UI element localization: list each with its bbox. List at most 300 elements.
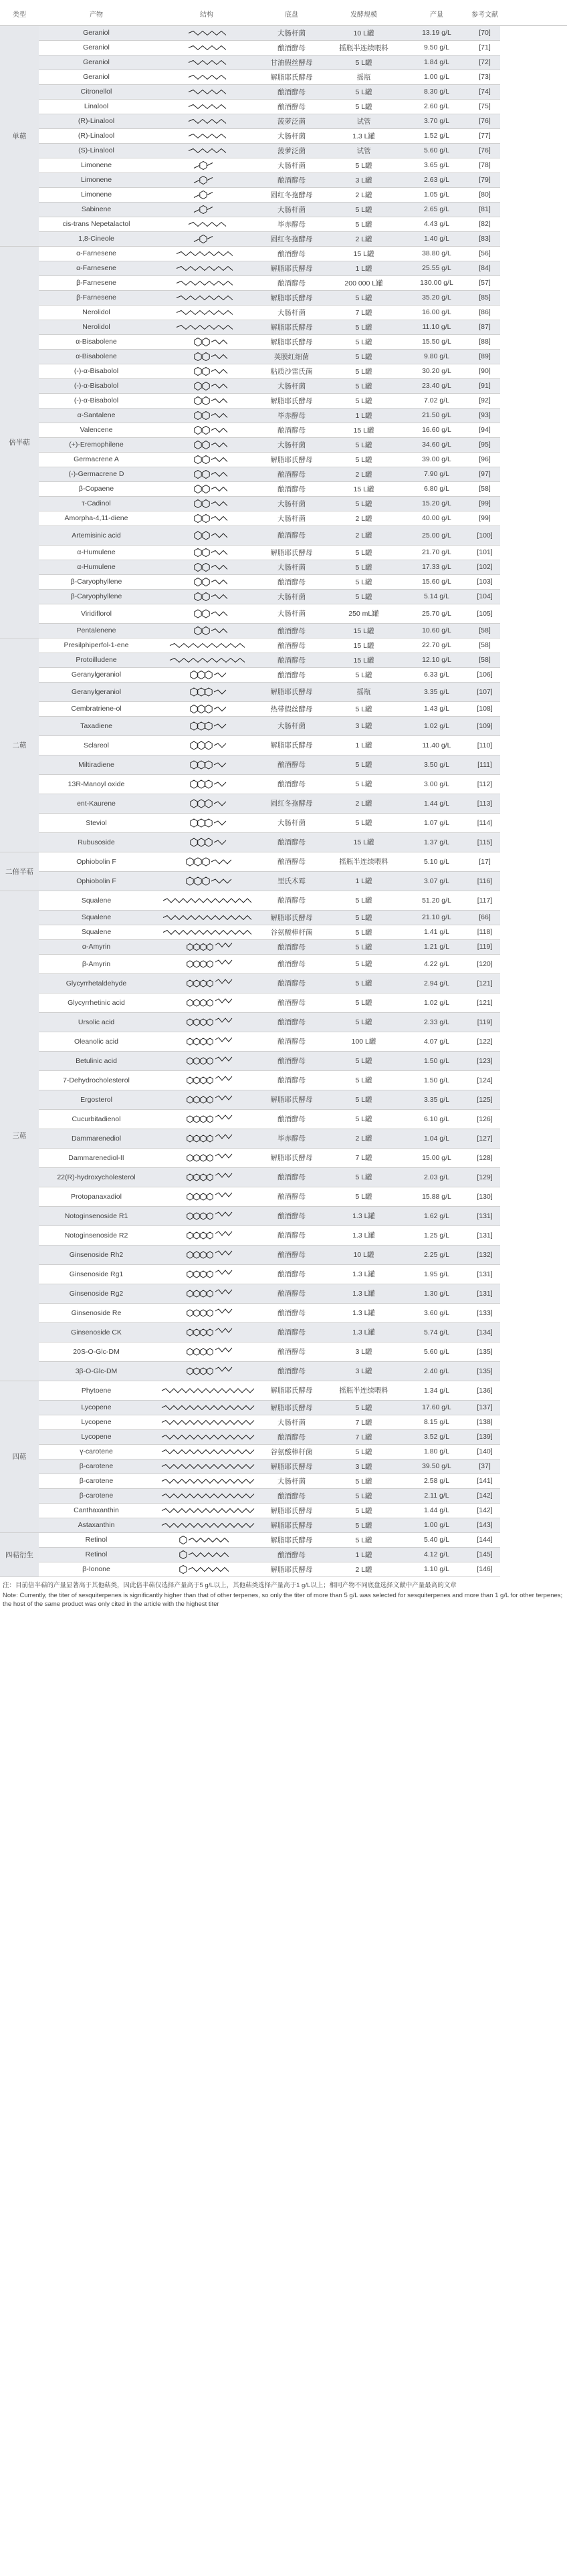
chemical-structure-icon bbox=[156, 467, 257, 481]
product-name: Lycopene bbox=[39, 1429, 154, 1444]
chemical-structure-icon bbox=[156, 291, 257, 305]
reference-number: [134] bbox=[469, 1322, 500, 1342]
table-row bbox=[0, 1429, 567, 1444]
host-name: 酿酒酵母 bbox=[259, 939, 324, 954]
reference-number: [100] bbox=[469, 525, 500, 545]
fermentation-scale: 3 L罐 bbox=[324, 1459, 404, 1474]
reference-number: [83] bbox=[469, 231, 500, 246]
structure-image bbox=[154, 910, 259, 925]
row-spacer bbox=[500, 217, 567, 231]
fermentation-scale: 5 L罐 bbox=[324, 202, 404, 217]
product-name: Geraniol bbox=[39, 55, 154, 70]
chemical-structure-icon bbox=[156, 1562, 257, 1576]
titer-value: 1.62 g/L bbox=[404, 1206, 469, 1225]
table-row bbox=[0, 1090, 567, 1109]
chemical-structure-icon bbox=[156, 100, 257, 114]
host-name: 酿酒酵母 bbox=[259, 481, 324, 496]
row-spacer bbox=[500, 623, 567, 638]
chemical-structure-icon bbox=[156, 814, 257, 832]
product-name: Limonene bbox=[39, 187, 154, 202]
fermentation-scale: 200 000 L罐 bbox=[324, 275, 404, 290]
fermentation-scale: 2 L罐 bbox=[324, 1562, 404, 1576]
titer-value: 1.10 g/L bbox=[404, 1562, 469, 1576]
table-note bbox=[0, 1577, 567, 1609]
product-name: Valencene bbox=[39, 423, 154, 437]
structure-image bbox=[154, 774, 259, 794]
product-name: Ginsenoside Re bbox=[39, 1303, 154, 1322]
chemical-structure-icon bbox=[156, 247, 257, 261]
host-name: 酿酒酵母 bbox=[259, 574, 324, 589]
product-name: 3β-O-Glc-DM bbox=[39, 1361, 154, 1381]
host-name: 酿酒酵母 bbox=[259, 40, 324, 55]
host-name: 大肠杆菌 bbox=[259, 378, 324, 393]
titer-value: 34.60 g/L bbox=[404, 437, 469, 452]
structure-image bbox=[154, 1187, 259, 1206]
chemical-structure-icon bbox=[156, 833, 257, 852]
table-row bbox=[0, 1532, 567, 1547]
structure-image bbox=[154, 261, 259, 275]
structure-image bbox=[154, 574, 259, 589]
titer-value: 51.20 g/L bbox=[404, 891, 469, 910]
row-spacer bbox=[500, 114, 567, 128]
structure-image bbox=[154, 954, 259, 973]
chemical-structure-icon bbox=[156, 173, 257, 187]
reference-number: [82] bbox=[469, 217, 500, 231]
reference-number: [78] bbox=[469, 158, 500, 172]
fermentation-scale: 5 L罐 bbox=[324, 1070, 404, 1090]
structure-image bbox=[154, 158, 259, 172]
host-name: 酿酒酵母 bbox=[259, 1322, 324, 1342]
product-name: Cembratriene-ol bbox=[39, 701, 154, 716]
table-row bbox=[0, 55, 567, 70]
reference-number: [133] bbox=[469, 1303, 500, 1322]
host-name: 酿酒酵母 bbox=[259, 638, 324, 653]
fermentation-scale: 5 L罐 bbox=[324, 1532, 404, 1547]
table-row bbox=[0, 1051, 567, 1070]
row-spacer bbox=[500, 1474, 567, 1488]
reference-number: [86] bbox=[469, 305, 500, 320]
table-row bbox=[0, 667, 567, 682]
fermentation-scale: 5 L罐 bbox=[324, 290, 404, 305]
product-name: Presilphiperfol-1-ene bbox=[39, 638, 154, 653]
fermentation-scale: 1.3 L罐 bbox=[324, 1322, 404, 1342]
reference-number: [81] bbox=[469, 202, 500, 217]
reference-number: [142] bbox=[469, 1488, 500, 1503]
fermentation-scale: 2 L罐 bbox=[324, 525, 404, 545]
fermentation-scale: 15 L罐 bbox=[324, 423, 404, 437]
structure-image bbox=[154, 275, 259, 290]
table-row bbox=[0, 1070, 567, 1090]
row-spacer bbox=[500, 1429, 567, 1444]
reference-number: [76] bbox=[469, 114, 500, 128]
structure-image bbox=[154, 623, 259, 638]
row-spacer bbox=[500, 437, 567, 452]
chemical-structure-icon bbox=[156, 423, 257, 437]
fermentation-scale: 1.3 L罐 bbox=[324, 1284, 404, 1303]
fermentation-scale: 7 L罐 bbox=[324, 305, 404, 320]
row-spacer bbox=[500, 408, 567, 423]
fermentation-scale: 5 L罐 bbox=[324, 1518, 404, 1532]
table-row bbox=[0, 290, 567, 305]
structure-image bbox=[154, 40, 259, 55]
row-spacer bbox=[500, 25, 567, 40]
host-name: 酿酒酵母 bbox=[259, 1245, 324, 1264]
structure-image bbox=[154, 1148, 259, 1167]
titer-value: 7.90 g/L bbox=[404, 467, 469, 481]
product-name: Steviol bbox=[39, 813, 154, 832]
titer-value: 3.00 g/L bbox=[404, 774, 469, 794]
titer-value: 4.07 g/L bbox=[404, 1032, 469, 1051]
host-name: 解脂耶氏酵母 bbox=[259, 1532, 324, 1547]
titer-value: 3.70 g/L bbox=[404, 114, 469, 128]
row-spacer bbox=[500, 1032, 567, 1051]
row-spacer bbox=[500, 1444, 567, 1459]
host-name: 大肠杆菌 bbox=[259, 305, 324, 320]
host-name: 大肠杆菌 bbox=[259, 25, 324, 40]
product-name: β-carotene bbox=[39, 1488, 154, 1503]
reference-number: [90] bbox=[469, 364, 500, 378]
header-product: 产物 bbox=[39, 5, 154, 25]
fermentation-scale: 5 L罐 bbox=[324, 1488, 404, 1503]
fermentation-scale: 5 L罐 bbox=[324, 158, 404, 172]
fermentation-scale: 5 L罐 bbox=[324, 1167, 404, 1187]
titer-value: 7.02 g/L bbox=[404, 393, 469, 408]
row-spacer bbox=[500, 871, 567, 891]
reference-number: [79] bbox=[469, 172, 500, 187]
reference-number: [116] bbox=[469, 871, 500, 891]
chemical-structure-icon bbox=[156, 276, 257, 290]
row-spacer bbox=[500, 172, 567, 187]
titer-value: 2.60 g/L bbox=[404, 99, 469, 114]
titer-value: 3.50 g/L bbox=[404, 755, 469, 774]
reference-number: [136] bbox=[469, 1381, 500, 1400]
table-row bbox=[0, 275, 567, 290]
table-row bbox=[0, 1148, 567, 1167]
reference-number: [17] bbox=[469, 852, 500, 871]
fermentation-scale: 5 L罐 bbox=[324, 349, 404, 364]
product-name: Ophiobolin F bbox=[39, 871, 154, 891]
row-spacer bbox=[500, 423, 567, 437]
fermentation-scale: 5 L罐 bbox=[324, 217, 404, 231]
table-row bbox=[0, 735, 567, 755]
chemical-structure-icon bbox=[156, 1323, 257, 1342]
fermentation-scale: 5 L罐 bbox=[324, 701, 404, 716]
row-spacer bbox=[500, 1012, 567, 1032]
product-name: Rubusoside bbox=[39, 832, 154, 852]
host-name: 圆红冬孢酵母 bbox=[259, 794, 324, 813]
chemical-structure-icon bbox=[156, 1032, 257, 1051]
structure-image bbox=[154, 423, 259, 437]
structure-image bbox=[154, 114, 259, 128]
titer-value: 1.80 g/L bbox=[404, 1444, 469, 1459]
table-row bbox=[0, 1245, 567, 1264]
row-spacer bbox=[500, 755, 567, 774]
reference-number: [124] bbox=[469, 1070, 500, 1090]
table-row bbox=[0, 623, 567, 638]
structure-image bbox=[154, 1400, 259, 1415]
row-spacer bbox=[500, 305, 567, 320]
host-name: 酿酒酵母 bbox=[259, 1429, 324, 1444]
chemical-structure-icon bbox=[156, 1187, 257, 1206]
structure-image bbox=[154, 187, 259, 202]
product-name: β-Farnesene bbox=[39, 275, 154, 290]
row-spacer bbox=[500, 1148, 567, 1167]
reference-number: [96] bbox=[469, 452, 500, 467]
header-scale: 发酵规模 bbox=[324, 5, 404, 25]
host-name: 酿酒酵母 bbox=[259, 1206, 324, 1225]
chemical-structure-icon bbox=[156, 158, 257, 172]
host-name: 解脂耶氏酵母 bbox=[259, 1381, 324, 1400]
reference-number: [144] bbox=[469, 1532, 500, 1547]
fermentation-scale: 2 L罐 bbox=[324, 1129, 404, 1148]
table-row bbox=[0, 954, 567, 973]
chemical-structure-icon bbox=[156, 526, 257, 545]
fermentation-scale: 摇瓶半连续喂料 bbox=[324, 40, 404, 55]
chemical-structure-icon bbox=[156, 1207, 257, 1225]
row-spacer bbox=[500, 364, 567, 378]
structure-image bbox=[154, 701, 259, 716]
fermentation-scale: 2 L罐 bbox=[324, 467, 404, 481]
structure-image bbox=[154, 25, 259, 40]
titer-value: 25.55 g/L bbox=[404, 261, 469, 275]
fermentation-scale: 3 L罐 bbox=[324, 716, 404, 735]
chemical-structure-icon bbox=[156, 41, 257, 55]
reference-number: [70] bbox=[469, 25, 500, 40]
host-name: 解脂耶氏酵母 bbox=[259, 290, 324, 305]
host-name: 酿酒酵母 bbox=[259, 755, 324, 774]
host-name: 酿酒酵母 bbox=[259, 667, 324, 682]
product-name: Linalool bbox=[39, 99, 154, 114]
structure-image bbox=[154, 1051, 259, 1070]
row-spacer bbox=[500, 925, 567, 939]
product-name: Lycopene bbox=[39, 1415, 154, 1429]
product-name: Nerolidol bbox=[39, 305, 154, 320]
structure-image bbox=[154, 832, 259, 852]
table-row bbox=[0, 574, 567, 589]
reference-number: [37] bbox=[469, 1459, 500, 1474]
row-spacer bbox=[500, 99, 567, 114]
reference-number: [137] bbox=[469, 1400, 500, 1415]
host-name: 粘质沙雷氏菌 bbox=[259, 364, 324, 378]
chemical-structure-icon bbox=[156, 624, 257, 638]
titer-value: 39.00 g/L bbox=[404, 452, 469, 467]
row-spacer bbox=[500, 939, 567, 954]
titer-value: 2.58 g/L bbox=[404, 1474, 469, 1488]
titer-value: 1.43 g/L bbox=[404, 701, 469, 716]
titer-value: 5.10 g/L bbox=[404, 852, 469, 871]
titer-value: 1.25 g/L bbox=[404, 1225, 469, 1245]
host-name: 大肠杆菌 bbox=[259, 560, 324, 574]
reference-number: [114] bbox=[469, 813, 500, 832]
structure-image bbox=[154, 290, 259, 305]
titer-value: 130.00 g/L bbox=[404, 275, 469, 290]
fermentation-scale: 5 L罐 bbox=[324, 755, 404, 774]
reference-number: [127] bbox=[469, 1129, 500, 1148]
chemical-structure-icon bbox=[156, 1518, 257, 1532]
row-spacer bbox=[500, 496, 567, 511]
row-spacer bbox=[500, 716, 567, 735]
titer-value: 1.05 g/L bbox=[404, 187, 469, 202]
table-row bbox=[0, 1264, 567, 1284]
row-spacer bbox=[500, 231, 567, 246]
structure-image bbox=[154, 1109, 259, 1129]
product-name: Ginsenoside Rg2 bbox=[39, 1284, 154, 1303]
reference-number: [92] bbox=[469, 393, 500, 408]
structure-image bbox=[154, 1518, 259, 1532]
chemical-structure-icon bbox=[156, 85, 257, 99]
structure-image bbox=[154, 925, 259, 939]
titer-value: 1.50 g/L bbox=[404, 1051, 469, 1070]
titer-value: 6.10 g/L bbox=[404, 1109, 469, 1129]
table-row bbox=[0, 496, 567, 511]
row-spacer bbox=[500, 1167, 567, 1187]
table-row bbox=[0, 560, 567, 574]
fermentation-scale: 摇瓶半连续喂料 bbox=[324, 1381, 404, 1400]
chemical-structure-icon bbox=[156, 482, 257, 496]
host-name: 大肠杆菌 bbox=[259, 1415, 324, 1429]
product-name: Canthaxanthin bbox=[39, 1503, 154, 1518]
row-spacer bbox=[500, 1245, 567, 1264]
table-row bbox=[0, 1361, 567, 1381]
chemical-structure-icon bbox=[156, 993, 257, 1012]
row-spacer bbox=[500, 393, 567, 408]
reference-number: [126] bbox=[469, 1109, 500, 1129]
table-row bbox=[0, 364, 567, 378]
host-name: 里氏木霉 bbox=[259, 871, 324, 891]
reference-number: [123] bbox=[469, 1051, 500, 1070]
fermentation-scale: 1 L罐 bbox=[324, 1547, 404, 1562]
table-row bbox=[0, 701, 567, 716]
structure-image bbox=[154, 231, 259, 246]
chemical-structure-icon bbox=[156, 668, 257, 682]
structure-image bbox=[154, 716, 259, 735]
reference-number: [130] bbox=[469, 1187, 500, 1206]
row-spacer bbox=[500, 1303, 567, 1322]
chemical-structure-icon bbox=[156, 1304, 257, 1322]
reference-number: [119] bbox=[469, 1012, 500, 1032]
structure-image bbox=[154, 143, 259, 158]
product-name: Glycyrrhetaldehyde bbox=[39, 973, 154, 993]
reference-number: [131] bbox=[469, 1206, 500, 1225]
host-name: 解脂耶氏酵母 bbox=[259, 70, 324, 84]
titer-value: 1.50 g/L bbox=[404, 1070, 469, 1090]
reference-number: [91] bbox=[469, 378, 500, 393]
product-name: β-carotene bbox=[39, 1474, 154, 1488]
host-name: 解脂耶氏酵母 bbox=[259, 261, 324, 275]
table-row bbox=[0, 305, 567, 320]
structure-image bbox=[154, 1503, 259, 1518]
titer-value: 22.70 g/L bbox=[404, 638, 469, 653]
table-row bbox=[0, 1459, 567, 1474]
host-name: 酿酒酵母 bbox=[259, 172, 324, 187]
row-spacer bbox=[500, 511, 567, 525]
fermentation-scale: 5 L罐 bbox=[324, 993, 404, 1012]
table-row bbox=[0, 114, 567, 128]
product-name: (-)-α-Bisabolol bbox=[39, 364, 154, 378]
host-name: 热带假丝酵母 bbox=[259, 701, 324, 716]
fermentation-scale: 2 L罐 bbox=[324, 511, 404, 525]
host-name: 圆红冬孢酵母 bbox=[259, 187, 324, 202]
product-name: α-Farnesene bbox=[39, 246, 154, 261]
reference-number: [105] bbox=[469, 604, 500, 623]
host-name: 解脂耶氏酵母 bbox=[259, 682, 324, 701]
chemical-structure-icon bbox=[156, 683, 257, 701]
chemical-structure-icon bbox=[156, 1474, 257, 1488]
chemical-structure-icon bbox=[156, 1381, 257, 1400]
structure-image bbox=[154, 1245, 259, 1264]
titer-value: 2.63 g/L bbox=[404, 172, 469, 187]
fermentation-scale: 5 L罐 bbox=[324, 364, 404, 378]
table-row bbox=[0, 172, 567, 187]
fermentation-scale: 5 L罐 bbox=[324, 452, 404, 467]
chemical-structure-icon bbox=[156, 1533, 257, 1547]
structure-image bbox=[154, 973, 259, 993]
product-name: Geraniol bbox=[39, 25, 154, 40]
fermentation-scale: 5 L罐 bbox=[324, 954, 404, 973]
host-name: 圆红冬孢酵母 bbox=[259, 231, 324, 246]
host-name: 菠萝泛菌 bbox=[259, 143, 324, 158]
table-row bbox=[0, 638, 567, 653]
product-name: Ginsenoside Rh2 bbox=[39, 1245, 154, 1264]
structure-image bbox=[154, 545, 259, 560]
structure-image bbox=[154, 378, 259, 393]
product-name: (-)-Germacrene D bbox=[39, 467, 154, 481]
host-name: 酿酒酵母 bbox=[259, 774, 324, 794]
titer-value: 4.22 g/L bbox=[404, 954, 469, 973]
host-name: 酿酒酵母 bbox=[259, 1547, 324, 1562]
structure-image bbox=[154, 1012, 259, 1032]
chemical-structure-icon bbox=[156, 872, 257, 891]
host-name: 大肠杆菌 bbox=[259, 1474, 324, 1488]
chemical-structure-icon bbox=[156, 1129, 257, 1148]
header-type: 类型 bbox=[0, 5, 39, 25]
fermentation-scale: 5 L罐 bbox=[324, 939, 404, 954]
structure-image bbox=[154, 852, 259, 871]
chemical-structure-icon bbox=[156, 232, 257, 246]
header-spacer bbox=[500, 5, 567, 25]
table-row bbox=[0, 1129, 567, 1148]
structure-image bbox=[154, 1381, 259, 1400]
chemical-structure-icon bbox=[156, 129, 257, 143]
reference-number: [131] bbox=[469, 1264, 500, 1284]
product-name: β-Ionone bbox=[39, 1562, 154, 1576]
reference-number: [56] bbox=[469, 246, 500, 261]
fermentation-scale: 摇瓶 bbox=[324, 682, 404, 701]
row-spacer bbox=[500, 1381, 567, 1400]
titer-value: 25.70 g/L bbox=[404, 604, 469, 623]
structure-image bbox=[154, 1361, 259, 1381]
host-name: 谷氨酸棒杆菌 bbox=[259, 925, 324, 939]
table-row bbox=[0, 40, 567, 55]
chemical-structure-icon bbox=[156, 794, 257, 813]
structure-image bbox=[154, 1225, 259, 1245]
product-name: Protoilludene bbox=[39, 653, 154, 667]
chemical-structure-icon bbox=[156, 940, 257, 954]
titer-value: 15.20 g/L bbox=[404, 496, 469, 511]
fermentation-scale: 15 L罐 bbox=[324, 832, 404, 852]
row-spacer bbox=[500, 1051, 567, 1070]
titer-value: 39.50 g/L bbox=[404, 1459, 469, 1474]
host-name: 大肠杆菌 bbox=[259, 511, 324, 525]
chemical-structure-icon bbox=[156, 1013, 257, 1032]
terpene-production-table bbox=[0, 5, 567, 1577]
product-name: Protopanaxadiol bbox=[39, 1187, 154, 1206]
structure-image bbox=[154, 1322, 259, 1342]
fermentation-scale: 2 L罐 bbox=[324, 231, 404, 246]
chemical-structure-icon bbox=[156, 590, 257, 604]
row-spacer bbox=[500, 525, 567, 545]
table-row bbox=[0, 813, 567, 832]
